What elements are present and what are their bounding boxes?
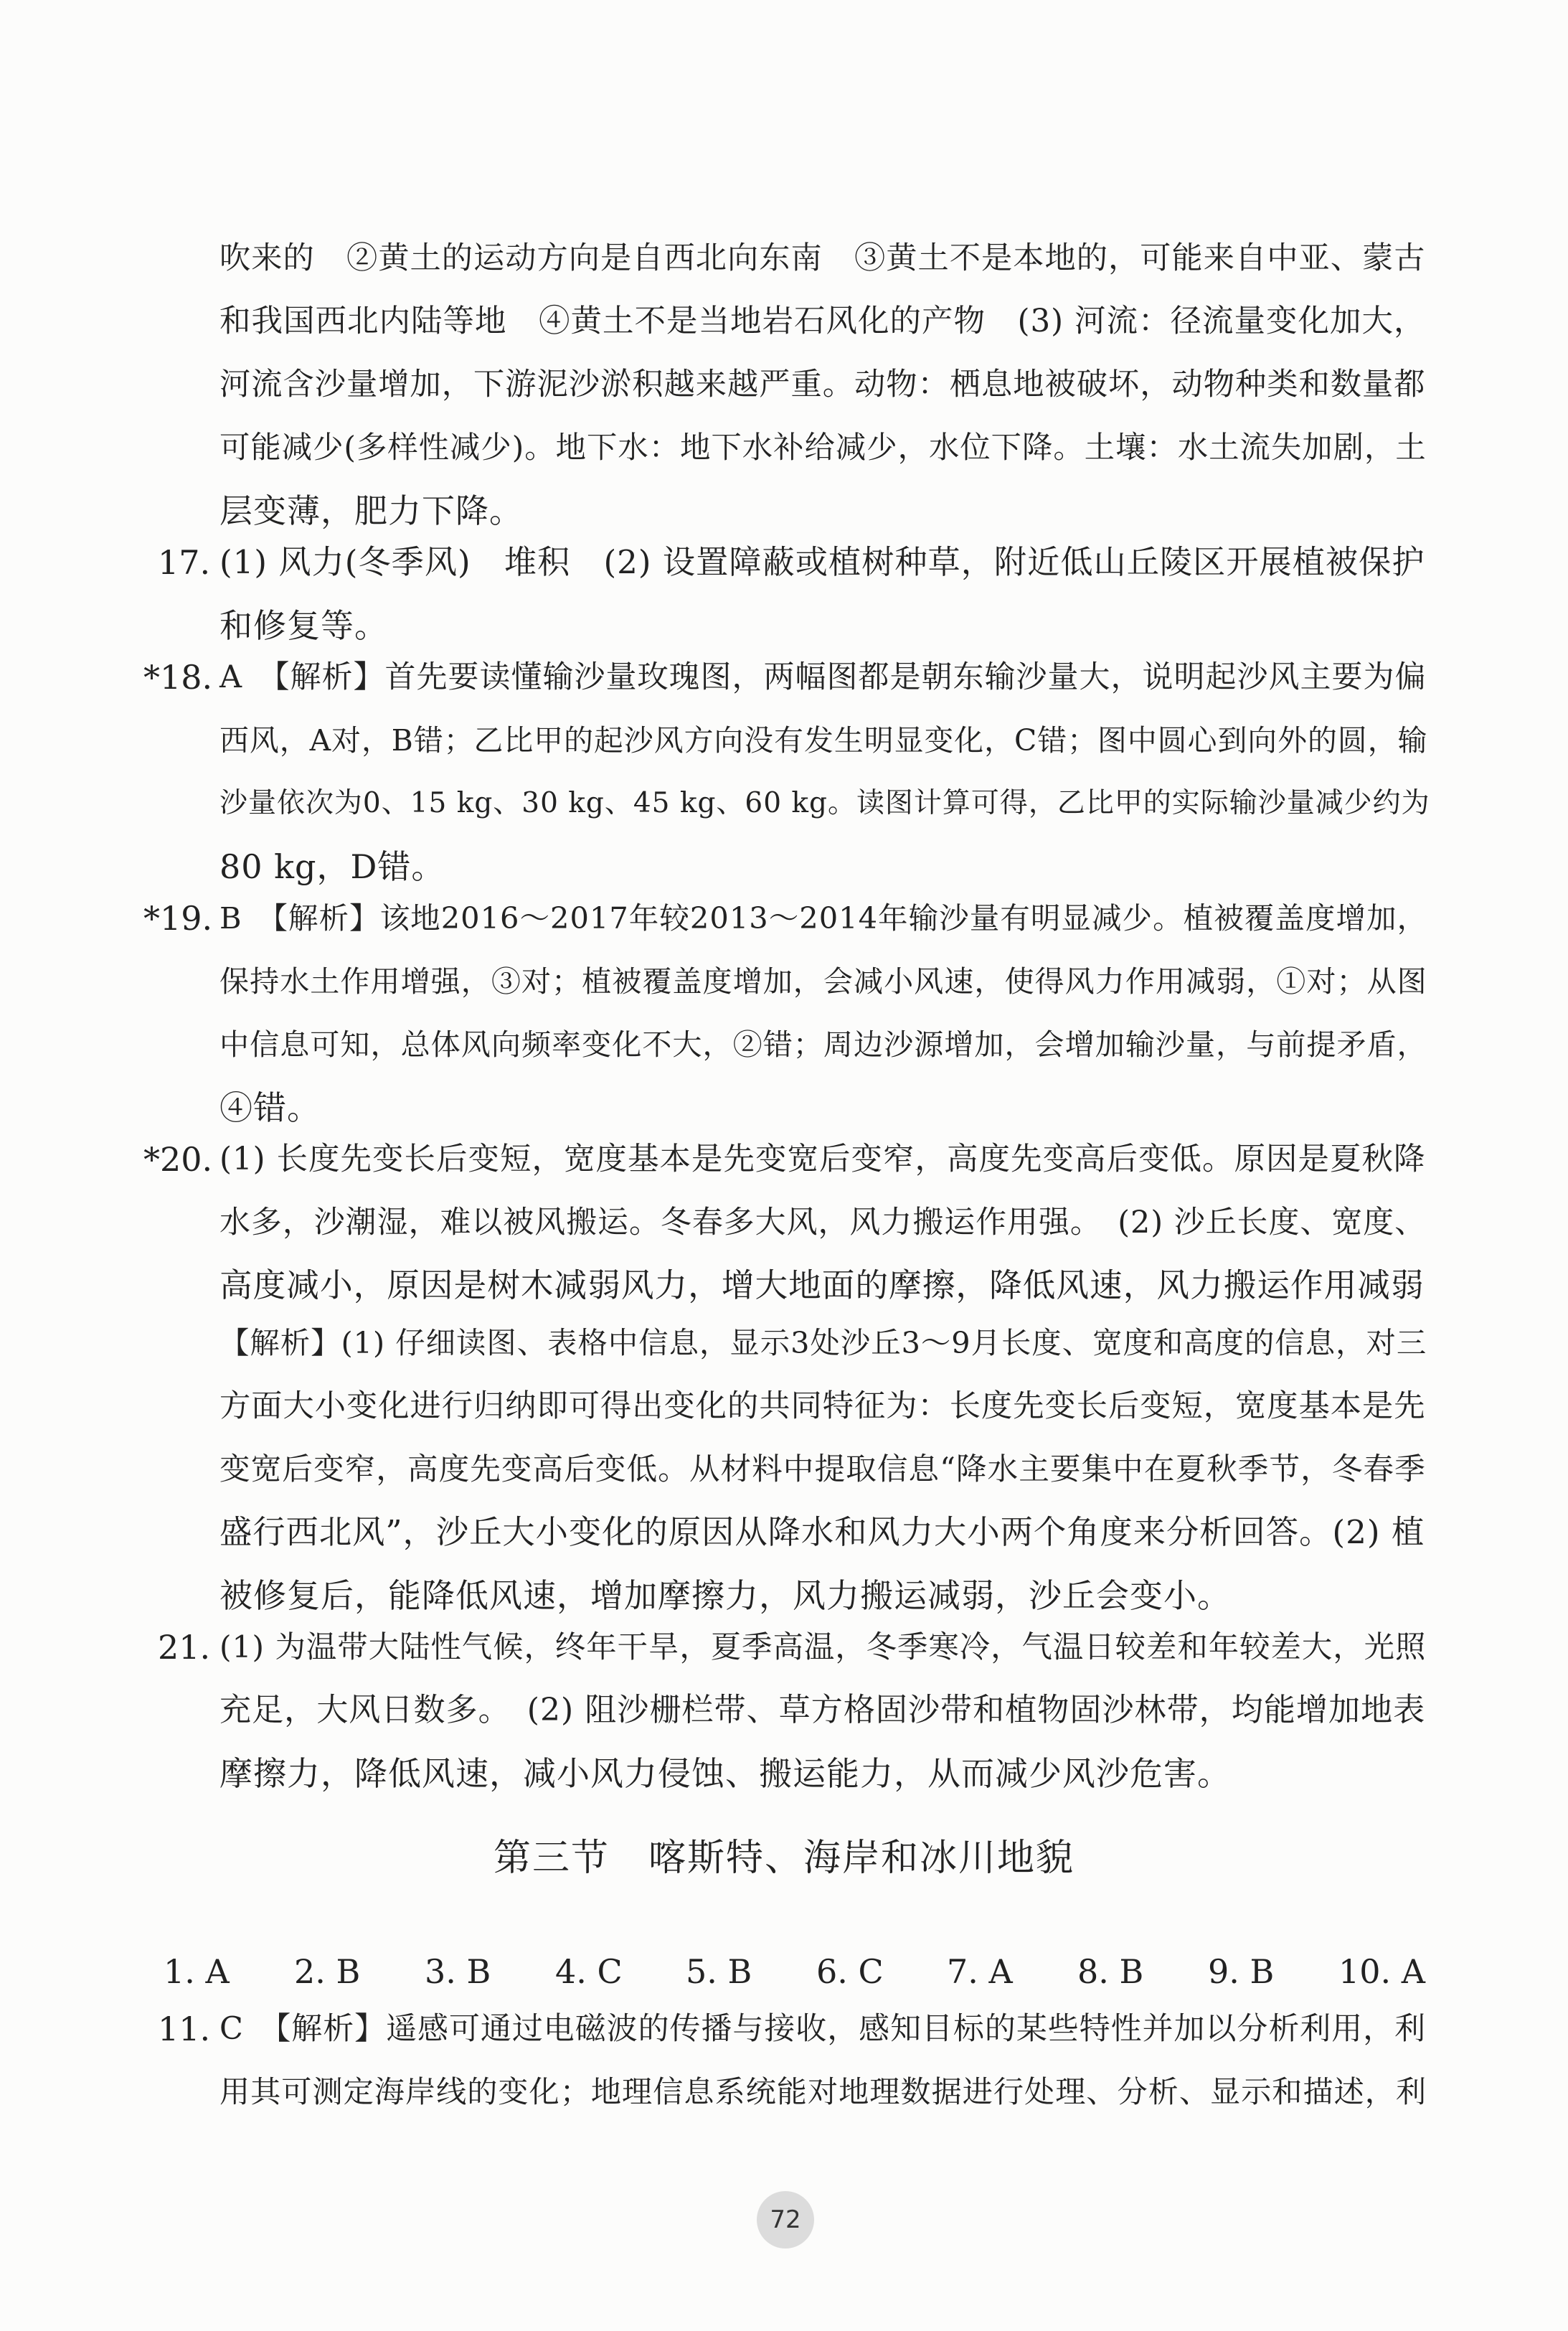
text-line: C 【解析】遥感可通过电磁波的传播与接收，感知目标的某些特性并加以分析利用，利 — [219, 2011, 1427, 2047]
text-line: 河流含沙量增加，下游泥沙淤积越来越严重。动物：栖息地被破坏，动物种类和数量都 — [219, 367, 1426, 402]
text-line: A 【解析】首先要读懂输沙量玫瑰图，两幅图都是朝东输沙量大，说明起沙风主要为偏 — [219, 659, 1427, 695]
text-line: 和修复等。 — [219, 606, 388, 645]
page-number: 72 — [757, 2191, 814, 2248]
text-line: 沙量依次为0、15 kg、30 kg、45 kg、60 kg。读图计算可得，乙比甲的实际输沙量减少约为 — [219, 787, 1430, 819]
question-number: *18. — [143, 658, 213, 697]
text-line: 【解析】(1) 仔细读图、表格中信息，显示3处沙丘3～9月长度、宽度和高度的信息，对三 — [219, 1326, 1427, 1360]
text-line: (1) 风力(冬季风) 堆积 (2) 设置障蔽或植树种草，附近低山丘陵区开展植被保护 — [219, 543, 1425, 581]
question-number: 11. — [158, 2010, 211, 2048]
answer-item: 6. C — [816, 1952, 884, 1991]
answer-item: 9. B — [1208, 1952, 1275, 1991]
text-line: 盛行西北风”，沙丘大小变化的原因从降水和风力大小两个角度来分析回答。(2) 植 — [219, 1513, 1425, 1551]
answer-item: 4. C — [555, 1952, 623, 1991]
text-line: 方面大小变化进行归纳即可得出变化的共同特征为：长度先变长后变短，宽度基本是先 — [219, 1388, 1426, 1424]
text-line: (1) 为温带大陆性气候，终年干旱，夏季高温，冬季寒冷，气温日较差和年较差大，光照 — [219, 1629, 1427, 1664]
text-line: 和我国西北内陆等地 ④黄土不是当地岩石风化的产物 (3) 河流：径流量变化加大， — [219, 303, 1426, 339]
question-number: 17. — [158, 543, 211, 582]
question-number: *19. — [143, 899, 213, 938]
answer-item: 3. B — [425, 1952, 491, 1991]
question-number: *20. — [143, 1140, 213, 1179]
text-line: 可能减少(多样性减少)。地下水：地下水补给减少，水位下降。土壤：水土流失加剧，土 — [219, 430, 1427, 465]
text-line: 层变薄，肥力下降。 — [219, 491, 523, 530]
answer-item: 10. A — [1338, 1952, 1425, 1991]
text-line: 吹来的 ②黄土的运动方向是自西北向东南 ③黄土不是本地的，可能来自中亚、蒙古 — [219, 240, 1426, 276]
text-line: 西风，A对，B错；乙比甲的起沙风方向没有发生明显变化，C错；图中圆心到向外的圆，输 — [219, 723, 1428, 758]
text-line: 保持水土作用增强，③对；植被覆盖度增加，会减小风速，使得风力作用减弱，①对；从图 — [219, 964, 1427, 999]
text-line: ④错。 — [219, 1088, 321, 1127]
text-line: 被修复后，能降低风速，增加摩擦力，风力搬运减弱，沙丘会变小。 — [219, 1576, 1231, 1615]
answer-item: 5. B — [686, 1952, 752, 1991]
section-title: 第三节 喀斯特、海岸和冰川地貌 — [493, 1837, 1075, 1880]
text-line: (1) 长度先变长后变短，宽度基本是先变宽后变窄，高度先变高后变低。原因是夏秋降 — [219, 1141, 1426, 1177]
text-line: 高度减小，原因是树木减弱风力，增大地面的摩擦，降低风速，风力搬运作用减弱 — [219, 1266, 1425, 1304]
text-line: 中信息可知，总体风向频率变化不大，②错；周边沙源增加，会增加输沙量，与前提矛盾， — [219, 1027, 1427, 1062]
text-line: 充足，大风日数多。 (2) 阻沙栅栏带、草方格固沙带和植物固沙林带，均能增加地表 — [219, 1692, 1426, 1728]
answer-item: 2. B — [294, 1952, 361, 1991]
answer-item: 1. A — [164, 1952, 230, 1991]
text-line: 变宽后变窄，高度先变高后变低。从材料中提取信息“降水主要集中在夏秋季节，冬春季 — [219, 1451, 1426, 1487]
text-line: B 【解析】该地2016～2017年较2013～2014年输沙量有明显减少。植被覆盖度增加， — [219, 900, 1428, 936]
text-line: 80 kg，D错。 — [219, 847, 445, 886]
question-number: 21. — [158, 1628, 211, 1667]
answer-item: 8. B — [1077, 1952, 1144, 1991]
text-line: 摩擦力，降低风速，减小风力侵蚀、搬运能力，从而减少风沙危害。 — [219, 1754, 1231, 1793]
text-line: 用其可测定海岸线的变化；地理信息系统能对地理数据进行处理、分析、显示和描述，利 — [219, 2074, 1427, 2109]
text-line: 水多，沙潮湿，难以被风搬运。冬春多大风，风力搬运作用强。 (2) 沙丘长度、宽度、 — [219, 1205, 1427, 1240]
answer-item: 7. A — [947, 1952, 1013, 1991]
